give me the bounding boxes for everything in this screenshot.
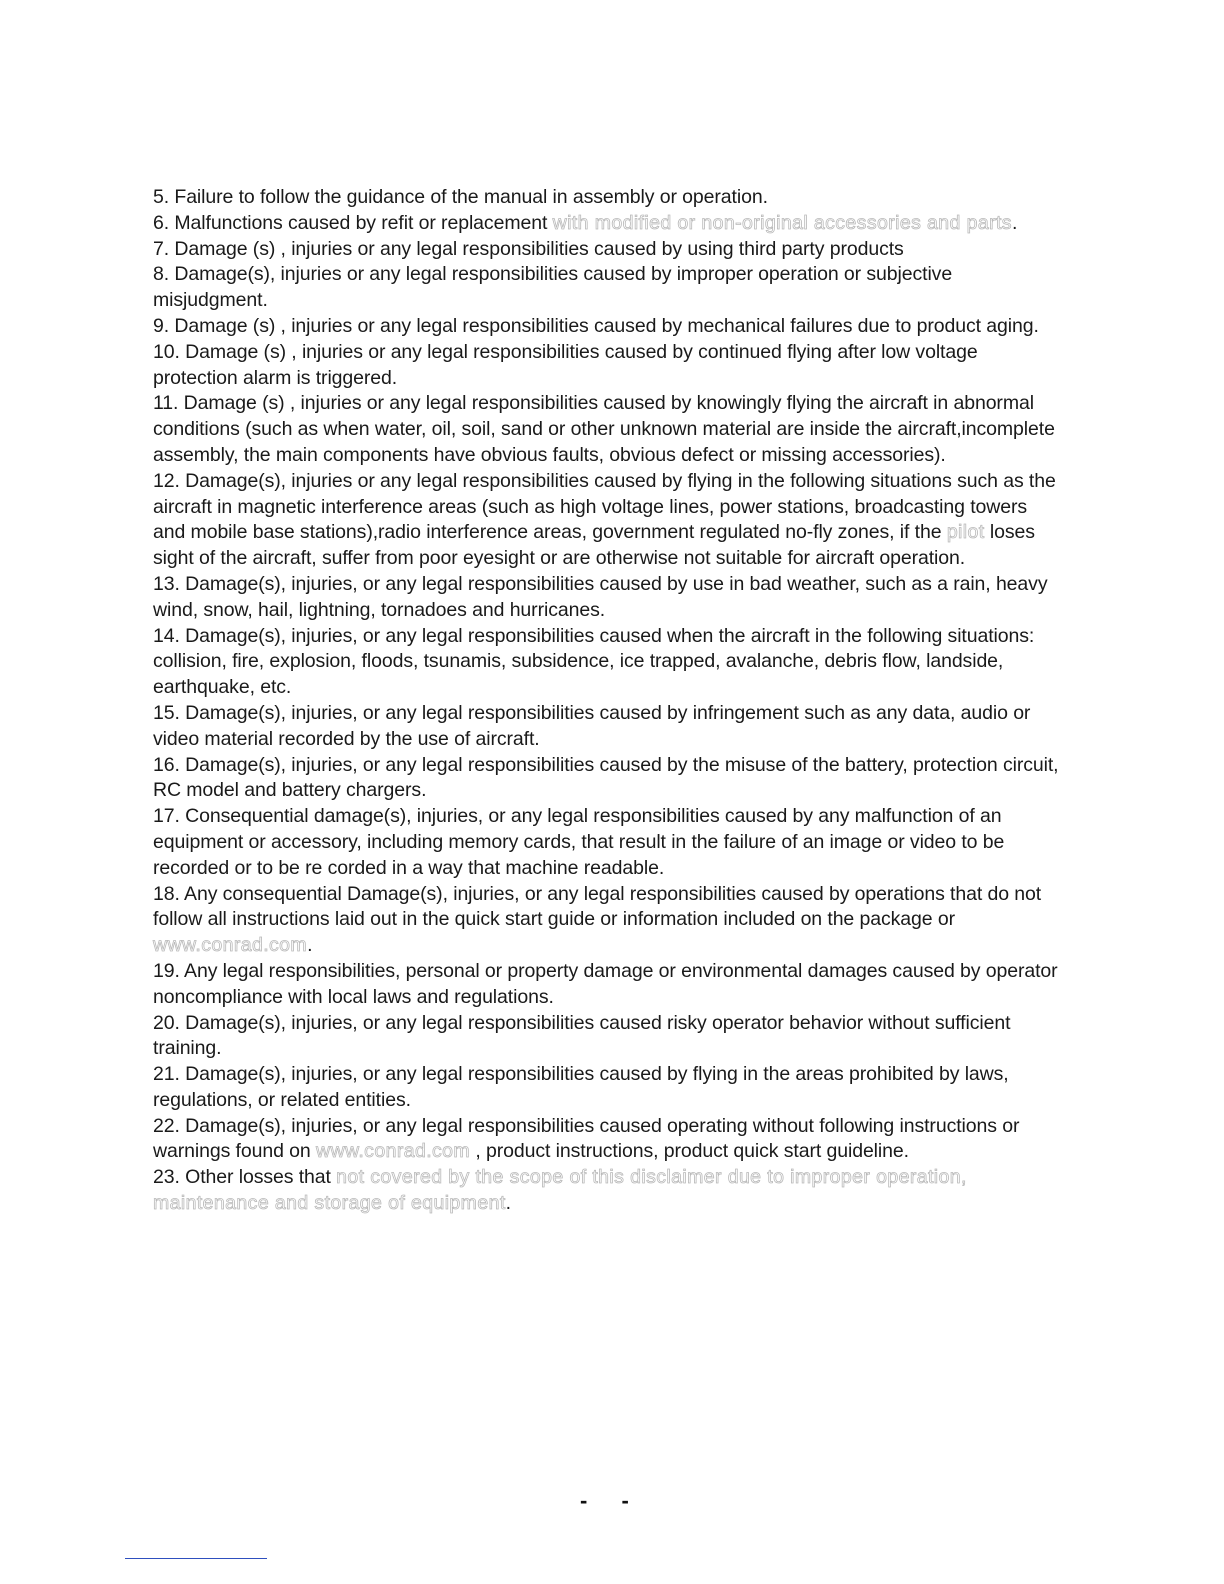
item-10: 10. Damage (s) , injuries or any legal responsibilities caused by continued flying after low voltage protection alarm is triggered. bbox=[153, 340, 978, 389]
item-14: 14. Damage(s), injuries, or any legal responsibilities caused when the aircraft in the following situations: collision, fire, explosion, floods, tsunamis, subsidence, ice trapped, avalanche, debris flow, landside, earthquake, etc. bbox=[153, 624, 1035, 699]
item-18: 18. Any consequential Damage(s), injuries, or any legal responsibilities caused by operations that do not follow all instructions laid out in the quick start guide or information included on the package or www.conrad.com. bbox=[153, 882, 1042, 957]
faded-text: pilot bbox=[946, 521, 985, 544]
item-23: 23. Other losses that not covered by the scope of this disclaimer due to improper operation, maintenance and storage of equipment. bbox=[153, 1166, 967, 1215]
item-6: 6. Malfunctions caused by refit or replacement with modified or non-original accessories and parts. bbox=[153, 211, 1018, 234]
website-link: www.conrad.com bbox=[153, 934, 308, 957]
item-11: 11. Damage (s) , injuries or any legal responsibilities caused by knowingly flying the aircraft in abnormal conditions (such as when water, oil, soil, sand or other unknown material are inside the aircraft,incomplete assembly, the main components have obvious faults, obvious defect or missing accessories). bbox=[153, 392, 1055, 466]
disclaimer-list bbox=[153, 185, 1063, 1217]
item-22: 22. Damage(s), injuries, or any legal responsibilities caused operating without following instructions or warnings found on www.conrad.com , product instructions, product quick start guideline. bbox=[153, 1114, 1020, 1163]
item-15: 15. Damage(s), injuries, or any legal responsibilities caused by infringement such as any data, audio or video material recorded by the use of aircraft. bbox=[153, 701, 1031, 750]
faded-text: not covered by the scope of this disclaimer due to improper operation, maintenance and storage of equipment bbox=[153, 1166, 967, 1215]
website-link: www.conrad.com bbox=[315, 1140, 471, 1163]
item-19: 19. Any legal responsibilities, personal or property damage or environmental damages caused by operator noncompliance with local laws and regulations. bbox=[153, 959, 1058, 1008]
item-21: 21. Damage(s), injuries, or any legal responsibilities caused by flying in the areas prohibited by laws, regulations, or related entities. bbox=[153, 1063, 1009, 1111]
page-number: - - bbox=[580, 1488, 643, 1513]
item-16: 16. Damage(s), injuries, or any legal responsibilities caused by the misuse of the battery, protection circuit, RC model and battery chargers. bbox=[153, 753, 1059, 802]
item-7: 7. Damage (s) , injuries or any legal responsibilities caused by using third party products bbox=[153, 237, 904, 260]
footnote-rule bbox=[125, 1558, 267, 1559]
item-13: 13. Damage(s), injuries, or any legal responsibilities caused by use in bad weather, such as a rain, heavy wind, snow, hail, lightning, tornadoes and hurricanes. bbox=[153, 572, 1048, 621]
item-9: 9. Damage (s) , injuries or any legal responsibilities caused by mechanical failures due to product aging. bbox=[153, 314, 1039, 337]
item-12: 12. Damage(s), injuries or any legal responsibilities caused by flying in the following situations such as the aircraft in magnetic interference areas (such as high voltage lines, power stations, broadcasting towers and mobile base stations),radio interference areas, government regulated no-fly zones, if the pilot loses sight of the aircraft, suffer from poor eyesight or are otherwise not suitable for aircraft operation. bbox=[153, 469, 1056, 570]
item-8: 8. Damage(s), injuries or any legal responsibilities caused by improper operation or subjective misjudgment. bbox=[153, 263, 953, 312]
item-5: 5. Failure to follow the guidance of the manual in assembly or operation. bbox=[153, 186, 768, 208]
faded-text: with modified or non-original accessories and parts bbox=[552, 211, 1012, 234]
item-17: 17. Consequential damage(s), injuries, or any legal responsibilities caused by any malfunction of an equipment or accessory, including memory cards, that result in the failure of an image or video to be recorded or to be re corded in a way that machine readable. bbox=[153, 805, 1005, 879]
item-20: 20. Damage(s), injuries, or any legal responsibilities caused risky operator behavior without sufficient training. bbox=[153, 1011, 1011, 1060]
